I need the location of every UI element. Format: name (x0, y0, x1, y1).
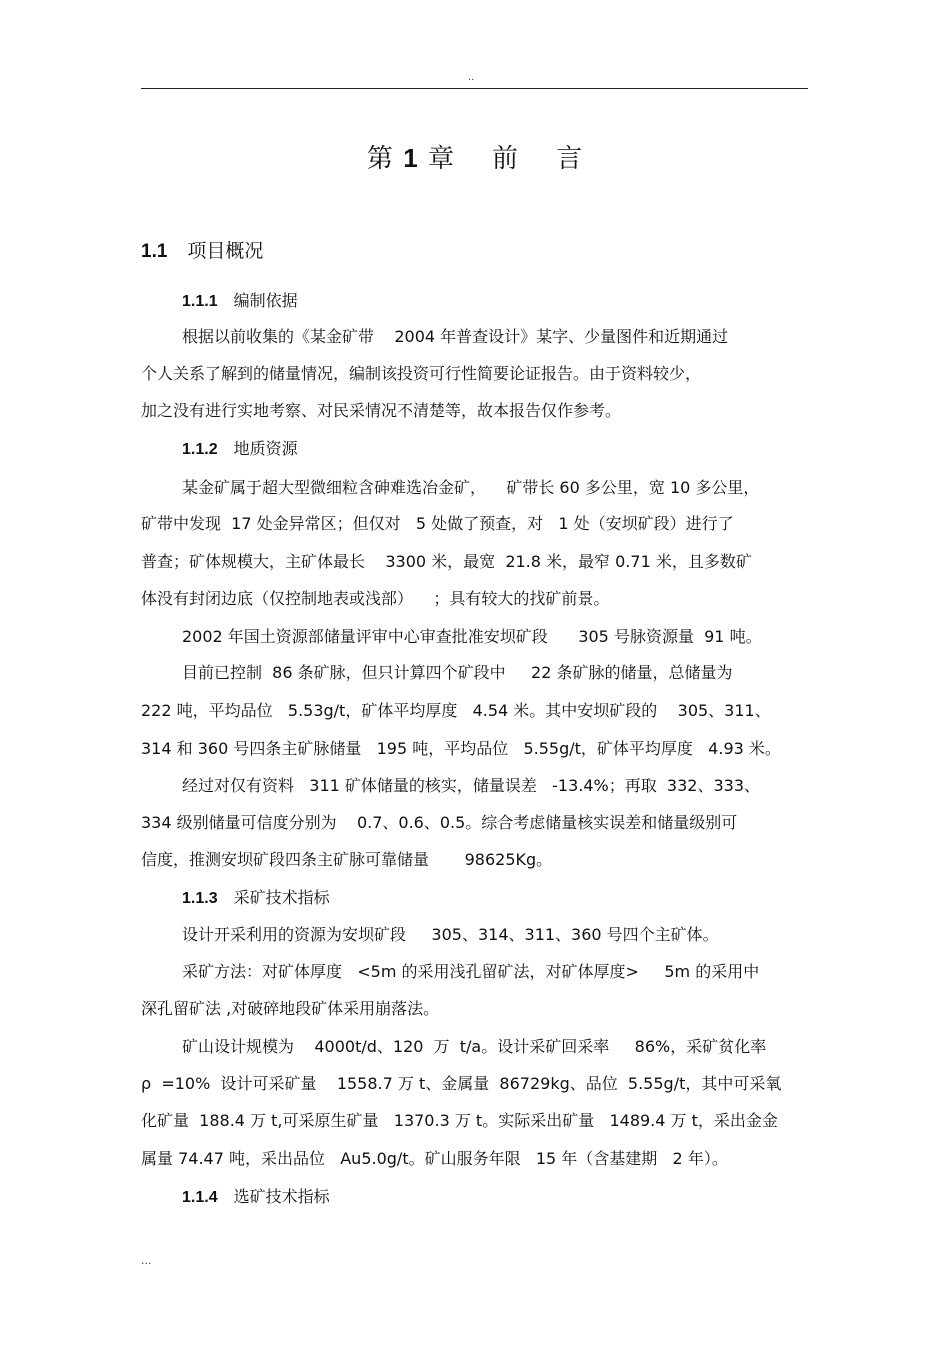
paragraph-line: 222 吨，平均品位 5.53g/t，矿体平均厚度 4.54 米。其中安坝矿段的 305、311、 (141, 701, 771, 720)
paragraph-line: 属量 74.47 吨，采出品位 Au5.0g/t。矿山服务年限 15 年（含基建期 2 年）。 (141, 1149, 728, 1168)
paragraph-line: 经过对仅有资料 311 矿体储量的核实，储量误差 -13.4%；再取 332、333、 (182, 776, 760, 795)
subsection-heading (182, 436, 298, 459)
header-mark: .. (468, 72, 475, 83)
paragraph-line: 314 和 360 号四条主矿脉储量 195 吨，平均品位 5.55g/t，矿体平均厚度 4.93 米。 (141, 739, 781, 758)
paragraph-line: 普查；矿体规模大，主矿体最长 3300 米，最宽 21.8 米，最窄 0.71 米，且多数矿 (141, 552, 752, 571)
paragraph-line: 个人关系了解到的储量情况，编制该投资可行性简要论证报告。由于资料较少， (141, 364, 702, 383)
subsection-heading (182, 885, 330, 908)
paragraph-line: 某金矿属于超大型微细粒含砷难选冶金矿， 矿带长 60 多公里，宽 10 多公里， (182, 478, 760, 497)
footer-mark: ... (141, 1254, 152, 1267)
subsection-heading (182, 1184, 330, 1207)
chapter-number: 1 (403, 143, 419, 173)
paragraph-line: 矿带中发现 17 处金异常区；但仅对 5 处做了预查，对 1 处（安坝矿段）进行了 (141, 514, 734, 533)
subsection-title: 编制依据 (233, 291, 298, 310)
header-rule (141, 88, 808, 89)
paragraph-line: 化矿量 188.4 万 t,可采原生矿量 1370.3 万 t。实际采出矿量 1489.4 万 t，采出金金 (141, 1111, 778, 1130)
subsection-number: 1.1.3 (182, 890, 218, 907)
subsection-number: 1.1.2 (182, 441, 218, 458)
chapter-prefix: 第 (366, 144, 394, 174)
paragraph-line: 加之没有进行实地考察、对民采情况不清楚等，故本报告仅作参考。 (141, 401, 622, 420)
paragraph-line: 体没有封闭边底（仅控制地表或浅部） ；具有较大的找矿前景。 (141, 589, 610, 608)
subsection-number: 1.1.1 (182, 293, 218, 310)
paragraph-line: 深孔留矿法 ,对破碎地段矿体采用崩落法。 (141, 999, 440, 1018)
subsection-title: 选矿技术指标 (233, 1187, 330, 1206)
section-heading (141, 236, 263, 263)
paragraph-line: 目前已控制 86 条矿脉，但只计算四个矿段中 22 条矿脉的储量，总储量为 (182, 663, 733, 682)
section-title: 项目概况 (187, 240, 264, 262)
paragraph-line: 根据以前收集的《某金矿带 2004 年普查设计》某字、少量图件和近期通过 (182, 327, 729, 346)
paragraph-line: 2002 年国土资源部储量评审中心审查批准安坝矿段 305 号脉资源量 91 吨。 (182, 627, 762, 646)
paragraph-line: 334 级别储量可信度分别为 0.7、0.6、0.5。综合考虑储量核实误差和储量级别可 (141, 813, 738, 832)
chapter-suffix: 章 (427, 144, 455, 174)
subsection-number: 1.1.4 (182, 1189, 218, 1206)
section-number: 1.1 (141, 241, 168, 262)
chapter-title (0, 138, 950, 175)
chapter-heading: 前 言 (492, 144, 584, 174)
subsection-title: 采矿技术指标 (233, 888, 330, 907)
subsection-heading (182, 288, 298, 311)
paragraph-line: ρ =10% 设计可采矿量 1558.7 万 t、金属量 86729kg、品位 5.55g/t，其中可采氧 (141, 1074, 782, 1093)
paragraph-line: 采矿方法：对矿体厚度 <5m 的采用浅孔留矿法，对矿体厚度> 5m 的采用中 (182, 962, 760, 981)
subsection-title: 地质资源 (233, 439, 298, 458)
paragraph-line: 信度，推测安坝矿段四条主矿脉可靠储量 98625Kg。 (141, 850, 553, 869)
paragraph-line: 设计开采利用的资源为安坝矿段 305、314、311、360 号四个主矿体。 (182, 925, 719, 944)
paragraph-line: 矿山设计规模为 4000t/d、120 万 t/a。设计采矿回采率 86%，采矿贫化率 (182, 1037, 767, 1056)
